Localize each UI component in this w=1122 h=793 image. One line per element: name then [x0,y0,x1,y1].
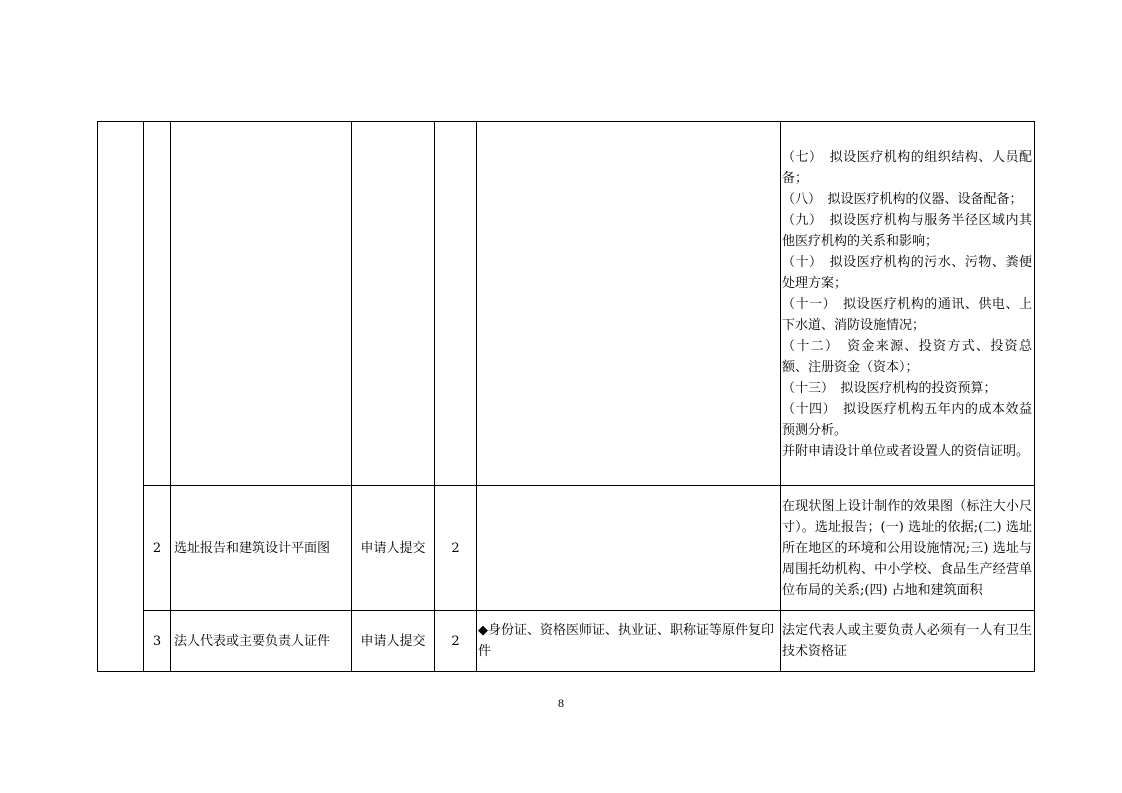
note-line: （十三） 拟设医疗机构的投资预算； [782,381,997,396]
submit-method-cell [352,122,435,486]
quantity-cell: 2 [435,611,477,672]
requirements-cell: ◆身份证、资格医师证、执业证、职称证等原件复印件 [477,611,781,672]
requirements-cell [477,486,781,611]
notes-cell [781,122,1035,486]
table-row [98,122,1035,486]
submit-method-cell: 申请人提交 [352,486,435,611]
note-line: 并附申请设计单位或者设置人的资信证明。 [782,444,1030,459]
note-line: （九） 拟设医疗机构与服务半径区域内其他医疗机构的关系和影响； [782,213,1032,249]
page-number: 8 [558,696,564,710]
item-name-cell [171,122,352,486]
table-row [98,486,1035,611]
row-number-cell [144,122,171,486]
notes-cell: 在现状图上设计制作的效果图（标注大小尺寸）。选址报告；(一) 选址的依据;(二) 选址所在地区的环境和公用设施情况;三) 选址与周围托幼机构、中小学校、食品生产经营单位布局的关系;(四) 占地和建筑面积 [781,486,1035,611]
quantity-cell [435,122,477,486]
requirements-cell [477,122,781,486]
notes-cell: 法定代表人或主要负责人必须有一人有卫生技术资格证 [781,611,1035,672]
item-name-cell: 选址报告和建筑设计平面图 [171,486,352,611]
row-number-cell: 3 [144,611,171,672]
submit-method-cell: 申请人提交 [352,611,435,672]
note-line: （十） 拟设医疗机构的污水、污物、粪便处理方案； [782,255,1032,291]
note-line: （十四） 拟设医疗机构五年内的成本效益预测分析。 [782,402,1032,438]
quantity-cell: 2 [435,486,477,611]
note-line: （十一） 拟设医疗机构的通讯、供电、上下水道、消防设施情况； [782,297,1032,333]
item-name-cell: 法人代表或主要负责人证件 [171,611,352,672]
row-number-cell: 2 [144,486,171,611]
category-cell [98,122,144,672]
note-line: （十二） 资金来源、投资方式、投资总额、注册资金（资本）； [782,339,1032,375]
table-row [98,611,1035,672]
materials-table [97,121,1035,672]
note-line: （七） 拟设医疗机构的组织结构、人员配备； [782,150,1032,186]
note-line: （八） 拟设医疗机构的仪器、设备配备； [782,192,1023,207]
